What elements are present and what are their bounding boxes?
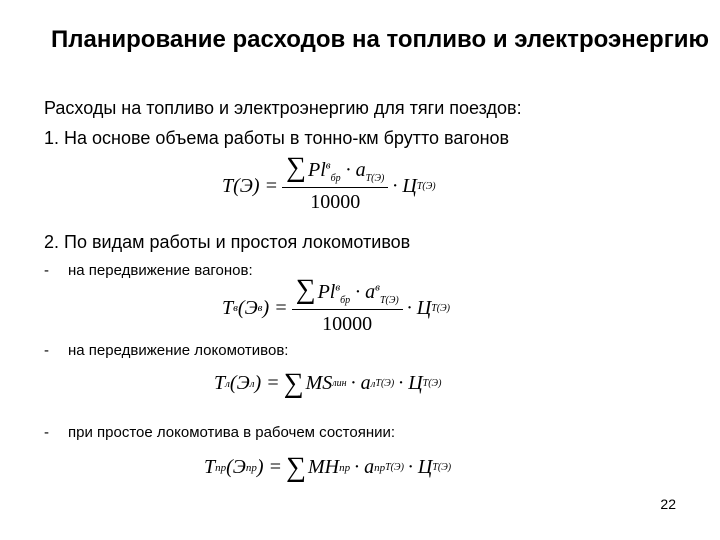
page-number: 22: [660, 496, 676, 512]
formula-term: ) =: [254, 372, 280, 394]
formula-sub: T(Э): [385, 462, 404, 473]
formula-term: Pl: [308, 159, 326, 181]
formula-sup: л: [249, 377, 255, 390]
formula-1: [222, 152, 436, 214]
sum-symbol: ∑: [295, 274, 316, 305]
formula-sub: T(Э): [379, 295, 399, 306]
formula-sup: пр: [215, 461, 227, 474]
formula-sup: пр: [245, 461, 257, 474]
formula-sup: л: [370, 377, 376, 390]
formula-2-fraction: [292, 274, 403, 336]
bullet-2-text: на передвижение локомотивов:: [68, 342, 289, 359]
formula-sub: лин: [332, 378, 347, 389]
formula-sup: в: [375, 281, 380, 294]
formula-term: · a: [350, 372, 371, 394]
point-2-text: 2. По видам работы и простоя локомотивов: [44, 232, 411, 252]
formula-2: [222, 274, 450, 336]
formula-2-denominator: 10000: [322, 313, 373, 335]
formula-1-fraction: [282, 152, 388, 214]
formula-3: [214, 367, 442, 399]
formula-1-lhs: T(Э) =: [222, 174, 279, 197]
formula-sup: в: [257, 302, 263, 314]
formula-term: MH: [308, 456, 340, 478]
formula-term: (Э: [226, 456, 246, 478]
formula-term: · a: [345, 159, 366, 181]
formula-sub: T(Э): [422, 378, 442, 389]
formula-term: (Э: [237, 296, 258, 319]
formula-sup: пр: [339, 461, 351, 474]
slide-title: Планирование расходов на топливо и электроэнергию: [51, 26, 709, 53]
formula-term: T: [214, 372, 226, 394]
bullet-1-text: на передвижение вагонов:: [68, 262, 253, 279]
bullet-3-text: при простое локомотива в рабочем состоянии:: [68, 424, 396, 441]
formula-term: T: [222, 296, 234, 319]
formula-sup: пр: [374, 461, 386, 474]
formula-4: [204, 451, 452, 483]
formula-1-denominator: 10000: [310, 191, 361, 213]
formula-sub: T(Э): [375, 378, 395, 389]
formula-term: · Ц: [398, 372, 423, 394]
formula-term: · Ц: [407, 456, 433, 478]
formula-term: · a: [355, 281, 376, 303]
formula-sub: T(Э): [416, 180, 436, 192]
sum-symbol: ∑: [286, 451, 307, 483]
formula-term: ) =: [256, 456, 283, 478]
sum-symbol: ∑: [286, 152, 307, 183]
formula-sub: T(Э): [365, 173, 385, 184]
formula-sup: в: [335, 281, 341, 294]
formula-term: · Ц: [406, 296, 432, 319]
formula-sub: бр: [340, 295, 351, 306]
formula-term: MS: [305, 372, 333, 394]
formula-term: (Э: [229, 372, 250, 394]
formula-term: · a: [354, 456, 375, 478]
formula-term: ) =: [262, 296, 288, 319]
formula-term: · Ц: [392, 174, 417, 197]
formula-term: T: [204, 456, 216, 478]
formula-sup: л: [225, 377, 230, 390]
intro-text: Расходы на топливо и электроэнергию для тяги поездов:: [44, 98, 522, 118]
bullet-dash: -: [44, 342, 49, 359]
formula-sup: в: [325, 159, 331, 172]
bullet-dash: -: [44, 262, 49, 279]
formula-sub: T(Э): [432, 462, 452, 473]
formula-term: Pl: [317, 281, 336, 303]
formula-sub: бр: [330, 173, 341, 184]
formula-sup: в: [233, 302, 238, 314]
sum-symbol: ∑: [283, 367, 304, 399]
formula-sub: T(Э): [431, 302, 450, 314]
bullet-dash: -: [44, 424, 49, 441]
point-1-text: 1. На основе объема работы в тонно-км брутто вагонов: [44, 128, 510, 148]
